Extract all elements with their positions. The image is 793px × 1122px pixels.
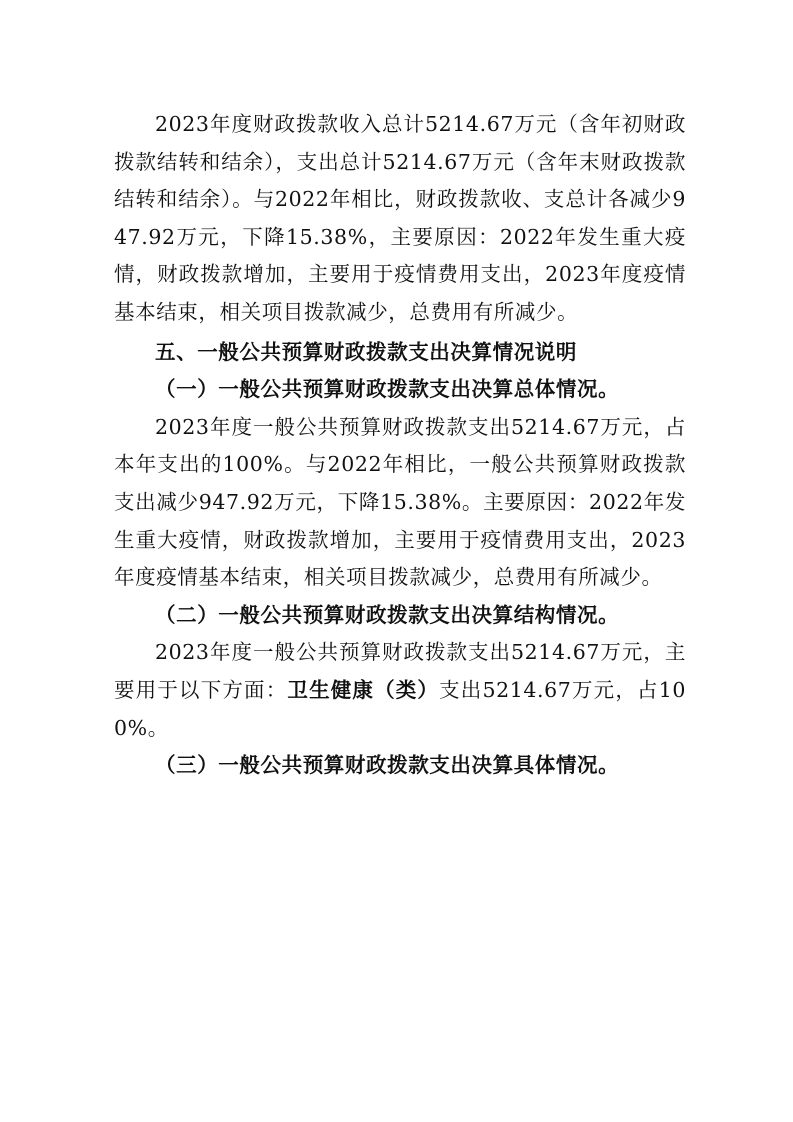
subsection-2-text xyxy=(114,634,686,747)
document-page xyxy=(114,106,686,785)
paragraph-financial-appropriation-summary: 2023年度财政拨款收入总计5214.67万元（含年初财政拨款结转和结余），支出总计5214.67万元（含年末财政拨款结转和结余）。与2022年相比，财政拨款收、支总计各减少947.92万元，下降15.38%，主要原因：2022年发生重大疫情，财政拨款增加，主要用于疫情费用支出，2023年度疫情基本结束，相关项目拨款减少，总费用有所减少。 xyxy=(114,112,686,324)
section-5-heading: 五、一般公共预算财政拨款支出决算情况说明 xyxy=(155,339,577,364)
subsection-2-text-after: 支出5214.67万元，占100%。 xyxy=(114,677,686,740)
subsection-1-text: 2023年度一般公共预算财政拨款支出5214.67万元，占本年支出的100%。与2022年相比，一般公共预算财政拨款支出减少947.92万元，下降15.38%。主要原因：2022年发生重大疫情，财政拨款增加，主要用于疫情费用支出，2023年度疫情基本结束，相关项目拨款减少，总费用有所减少。 xyxy=(114,414,686,590)
subsection-2-heading: （二）一般公共预算财政拨款支出决算结构情况。 xyxy=(155,602,620,627)
subsection-3-heading: （三）一般公共预算财政拨款支出决算具体情况。 xyxy=(155,753,620,778)
subsection-2-text-before: 2023年度一般公共预算财政拨款支出5214.67万元，主要用于以下方面： xyxy=(114,640,686,702)
subsection-1-heading: （一）一般公共预算财政拨款支出决算总体情况。 xyxy=(155,377,620,402)
subsection-2-text-bold: 卫生健康（类） xyxy=(287,677,440,702)
